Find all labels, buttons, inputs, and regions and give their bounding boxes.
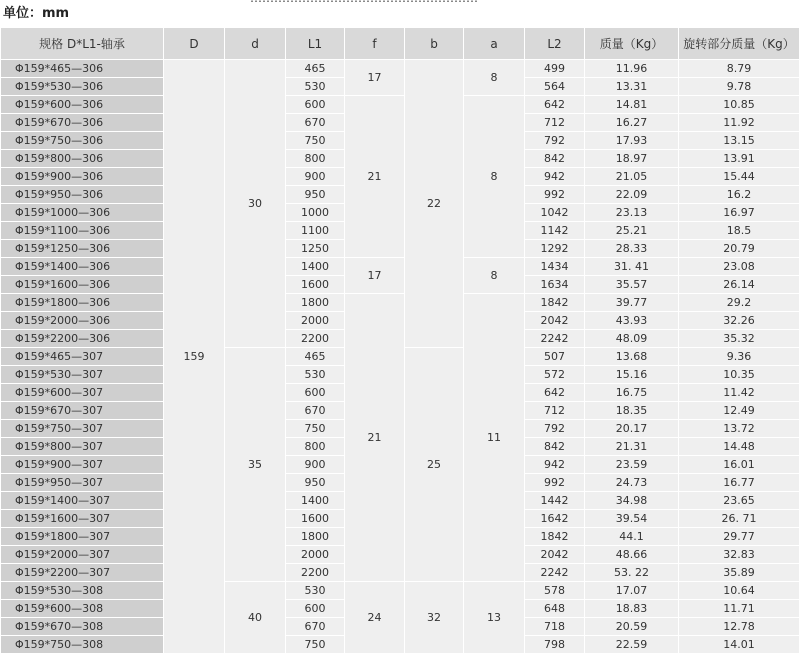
l2-cell: 992	[525, 474, 585, 492]
l2-cell: 499	[525, 60, 585, 78]
rotating-mass-cell: 8.79	[679, 60, 799, 78]
spec-cell: Φ159*530—306	[1, 78, 164, 96]
mass-cell: 31. 41	[585, 258, 679, 276]
l1-cell: 530	[286, 582, 345, 600]
rotating-mass-cell: 11.42	[679, 384, 799, 402]
l2-cell: 1142	[525, 222, 585, 240]
spec-cell: Φ159*950—307	[1, 474, 164, 492]
l1-cell: 1000	[286, 204, 345, 222]
mass-cell: 43.93	[585, 312, 679, 330]
table-row	[1, 294, 799, 312]
spec-cell: Φ159*900—307	[1, 456, 164, 474]
table-row	[1, 96, 799, 114]
spec-cell: Φ159*600—306	[1, 96, 164, 114]
rotating-mass-cell: 20.79	[679, 240, 799, 258]
page-header	[0, 0, 799, 22]
table-row	[1, 60, 799, 78]
mass-cell: 24.73	[585, 474, 679, 492]
spec-cell: Φ159*600—308	[1, 600, 164, 618]
mass-cell: 16.27	[585, 114, 679, 132]
rotating-mass-cell: 10.35	[679, 366, 799, 384]
spec-cell: Φ159*1600—306	[1, 276, 164, 294]
merged-cell-f: 17	[345, 60, 405, 96]
spec-cell: Φ159*530—308	[1, 582, 164, 600]
mass-cell: 22.09	[585, 186, 679, 204]
mass-cell: 13.31	[585, 78, 679, 96]
spec-cell: Φ159*2000—307	[1, 546, 164, 564]
merged-cell-b: 32	[405, 582, 464, 654]
column-header: 规格 D*L1-轴承	[1, 28, 164, 60]
l1-cell: 950	[286, 186, 345, 204]
l2-cell: 2042	[525, 312, 585, 330]
mass-cell: 20.17	[585, 420, 679, 438]
column-header: 质量（Kg）	[585, 28, 679, 60]
rotating-mass-cell: 35.32	[679, 330, 799, 348]
mass-cell: 18.97	[585, 150, 679, 168]
l1-cell: 600	[286, 96, 345, 114]
l1-cell: 465	[286, 60, 345, 78]
column-header: f	[345, 28, 405, 60]
rotating-mass-cell: 32.26	[679, 312, 799, 330]
merged-cell-f: 17	[345, 258, 405, 294]
l1-cell: 600	[286, 384, 345, 402]
cropped-title	[250, 0, 478, 5]
l1-cell: 2000	[286, 312, 345, 330]
l2-cell: 942	[525, 456, 585, 474]
spec-cell: Φ159*1600—307	[1, 510, 164, 528]
mass-cell: 39.77	[585, 294, 679, 312]
l1-cell: 1400	[286, 258, 345, 276]
spec-cell: Φ159*530—307	[1, 366, 164, 384]
mass-cell: 39.54	[585, 510, 679, 528]
mass-cell: 25.21	[585, 222, 679, 240]
l2-cell: 1292	[525, 240, 585, 258]
table-row	[1, 258, 799, 276]
l1-cell: 2200	[286, 564, 345, 582]
l2-cell: 792	[525, 420, 585, 438]
merged-cell-d: 30	[225, 60, 286, 348]
spec-cell: Φ159*900—306	[1, 168, 164, 186]
l1-cell: 2200	[286, 330, 345, 348]
merged-cell-a: 11	[464, 294, 525, 582]
l1-cell: 750	[286, 420, 345, 438]
l1-cell: 530	[286, 78, 345, 96]
merged-cell-b: 22	[405, 60, 464, 348]
column-header: 旋转部分质量（Kg）	[679, 28, 799, 60]
column-header: b	[405, 28, 464, 60]
rotating-mass-cell: 13.72	[679, 420, 799, 438]
rotating-mass-cell: 11.71	[679, 600, 799, 618]
rotating-mass-cell: 16.2	[679, 186, 799, 204]
column-header: d	[225, 28, 286, 60]
mass-cell: 23.59	[585, 456, 679, 474]
rotating-mass-cell: 18.5	[679, 222, 799, 240]
l2-cell: 564	[525, 78, 585, 96]
merged-cell-f: 21	[345, 294, 405, 582]
mass-cell: 17.93	[585, 132, 679, 150]
rotating-mass-cell: 23.08	[679, 258, 799, 276]
l2-cell: 578	[525, 582, 585, 600]
l2-cell: 718	[525, 618, 585, 636]
l2-cell: 2242	[525, 564, 585, 582]
rotating-mass-cell: 13.91	[679, 150, 799, 168]
l2-cell: 642	[525, 384, 585, 402]
table-header-row	[1, 28, 799, 60]
mass-cell: 18.83	[585, 600, 679, 618]
rotating-mass-cell: 29.2	[679, 294, 799, 312]
l1-cell: 465	[286, 348, 345, 366]
mass-cell: 48.09	[585, 330, 679, 348]
l1-cell: 600	[286, 600, 345, 618]
unit-label: 单位：mm	[3, 6, 70, 21]
l2-cell: 1042	[525, 204, 585, 222]
l1-cell: 900	[286, 456, 345, 474]
mass-cell: 21.05	[585, 168, 679, 186]
l1-cell: 530	[286, 366, 345, 384]
mass-cell: 21.31	[585, 438, 679, 456]
rotating-mass-cell: 29.77	[679, 528, 799, 546]
rotating-mass-cell: 14.48	[679, 438, 799, 456]
rotating-mass-cell: 23.65	[679, 492, 799, 510]
l2-cell: 2042	[525, 546, 585, 564]
spec-cell: Φ159*750—308	[1, 636, 164, 654]
spec-cell: Φ159*800—307	[1, 438, 164, 456]
l2-cell: 1442	[525, 492, 585, 510]
l2-cell: 1842	[525, 528, 585, 546]
l2-cell: 642	[525, 96, 585, 114]
rotating-mass-cell: 12.78	[679, 618, 799, 636]
l2-cell: 712	[525, 402, 585, 420]
mass-cell: 11.96	[585, 60, 679, 78]
rotating-mass-cell: 9.36	[679, 348, 799, 366]
l1-cell: 1250	[286, 240, 345, 258]
rotating-mass-cell: 26.14	[679, 276, 799, 294]
table-row	[1, 582, 799, 600]
l2-cell: 1434	[525, 258, 585, 276]
mass-cell: 28.33	[585, 240, 679, 258]
rotating-mass-cell: 9.78	[679, 78, 799, 96]
rotating-mass-cell: 12.49	[679, 402, 799, 420]
l1-cell: 1800	[286, 528, 345, 546]
spec-cell: Φ159*1800—306	[1, 294, 164, 312]
l2-cell: 942	[525, 168, 585, 186]
merged-cell-a: 8	[464, 258, 525, 294]
mass-cell: 16.75	[585, 384, 679, 402]
mass-cell: 15.16	[585, 366, 679, 384]
spec-cell: Φ159*1400—306	[1, 258, 164, 276]
mass-cell: 22.59	[585, 636, 679, 654]
column-header: a	[464, 28, 525, 60]
rotating-mass-cell: 10.64	[679, 582, 799, 600]
l1-cell: 1100	[286, 222, 345, 240]
l2-cell: 992	[525, 186, 585, 204]
l1-cell: 950	[286, 474, 345, 492]
mass-cell: 48.66	[585, 546, 679, 564]
mass-cell: 17.07	[585, 582, 679, 600]
column-header: L1	[286, 28, 345, 60]
mass-cell: 14.81	[585, 96, 679, 114]
spec-cell: Φ159*2200—307	[1, 564, 164, 582]
mass-cell: 34.98	[585, 492, 679, 510]
mass-cell: 35.57	[585, 276, 679, 294]
l2-cell: 842	[525, 438, 585, 456]
l2-cell: 792	[525, 132, 585, 150]
spec-cell: Φ159*1400—307	[1, 492, 164, 510]
spec-table	[0, 27, 799, 654]
rotating-mass-cell: 35.89	[679, 564, 799, 582]
l2-cell: 507	[525, 348, 585, 366]
l1-cell: 1600	[286, 276, 345, 294]
mass-cell: 44.1	[585, 528, 679, 546]
spec-cell: Φ159*670—307	[1, 402, 164, 420]
rotating-mass-cell: 11.92	[679, 114, 799, 132]
spec-cell: Φ159*750—307	[1, 420, 164, 438]
l2-cell: 648	[525, 600, 585, 618]
spec-cell: Φ159*465—307	[1, 348, 164, 366]
spec-cell: Φ159*1100—306	[1, 222, 164, 240]
l2-cell: 1842	[525, 294, 585, 312]
l1-cell: 800	[286, 150, 345, 168]
spec-cell: Φ159*1000—306	[1, 204, 164, 222]
spec-cell: Φ159*750—306	[1, 132, 164, 150]
merged-cell-b: 25	[405, 348, 464, 582]
rotating-mass-cell: 15.44	[679, 168, 799, 186]
rotating-mass-cell: 10.85	[679, 96, 799, 114]
spec-cell: Φ159*2200—306	[1, 330, 164, 348]
spec-cell: Φ159*600—307	[1, 384, 164, 402]
rotating-mass-cell: 16.77	[679, 474, 799, 492]
merged-cell-a: 13	[464, 582, 525, 654]
l1-cell: 1600	[286, 510, 345, 528]
spec-cell: Φ159*800—306	[1, 150, 164, 168]
l2-cell: 572	[525, 366, 585, 384]
column-header: L2	[525, 28, 585, 60]
l1-cell: 900	[286, 168, 345, 186]
l1-cell: 1400	[286, 492, 345, 510]
merged-cell-d: 159	[164, 60, 225, 654]
rotating-mass-cell: 26. 71	[679, 510, 799, 528]
merged-cell-a: 8	[464, 60, 525, 96]
l1-cell: 750	[286, 636, 345, 654]
rotating-mass-cell: 16.97	[679, 204, 799, 222]
column-header: D	[164, 28, 225, 60]
l2-cell: 1642	[525, 510, 585, 528]
l1-cell: 670	[286, 618, 345, 636]
mass-cell: 13.68	[585, 348, 679, 366]
merged-cell-d: 35	[225, 348, 286, 582]
rotating-mass-cell: 32.83	[679, 546, 799, 564]
mass-cell: 53. 22	[585, 564, 679, 582]
l1-cell: 800	[286, 438, 345, 456]
rotating-mass-cell: 16.01	[679, 456, 799, 474]
spec-cell: Φ159*670—308	[1, 618, 164, 636]
merged-cell-f: 24	[345, 582, 405, 654]
l2-cell: 1634	[525, 276, 585, 294]
spec-cell: Φ159*670—306	[1, 114, 164, 132]
spec-cell: Φ159*950—306	[1, 186, 164, 204]
rotating-mass-cell: 13.15	[679, 132, 799, 150]
spec-cell: Φ159*465—306	[1, 60, 164, 78]
spec-cell: Φ159*1800—307	[1, 528, 164, 546]
l1-cell: 670	[286, 114, 345, 132]
l2-cell: 842	[525, 150, 585, 168]
merged-cell-a: 8	[464, 96, 525, 258]
table-body	[1, 60, 799, 654]
l2-cell: 798	[525, 636, 585, 654]
mass-cell: 18.35	[585, 402, 679, 420]
merged-cell-f: 21	[345, 96, 405, 258]
spec-cell: Φ159*1250—306	[1, 240, 164, 258]
l1-cell: 670	[286, 402, 345, 420]
l1-cell: 750	[286, 132, 345, 150]
l1-cell: 2000	[286, 546, 345, 564]
l1-cell: 1800	[286, 294, 345, 312]
l2-cell: 712	[525, 114, 585, 132]
l2-cell: 2242	[525, 330, 585, 348]
merged-cell-d: 40	[225, 582, 286, 654]
spec-cell: Φ159*2000—306	[1, 312, 164, 330]
mass-cell: 20.59	[585, 618, 679, 636]
mass-cell: 23.13	[585, 204, 679, 222]
rotating-mass-cell: 14.01	[679, 636, 799, 654]
